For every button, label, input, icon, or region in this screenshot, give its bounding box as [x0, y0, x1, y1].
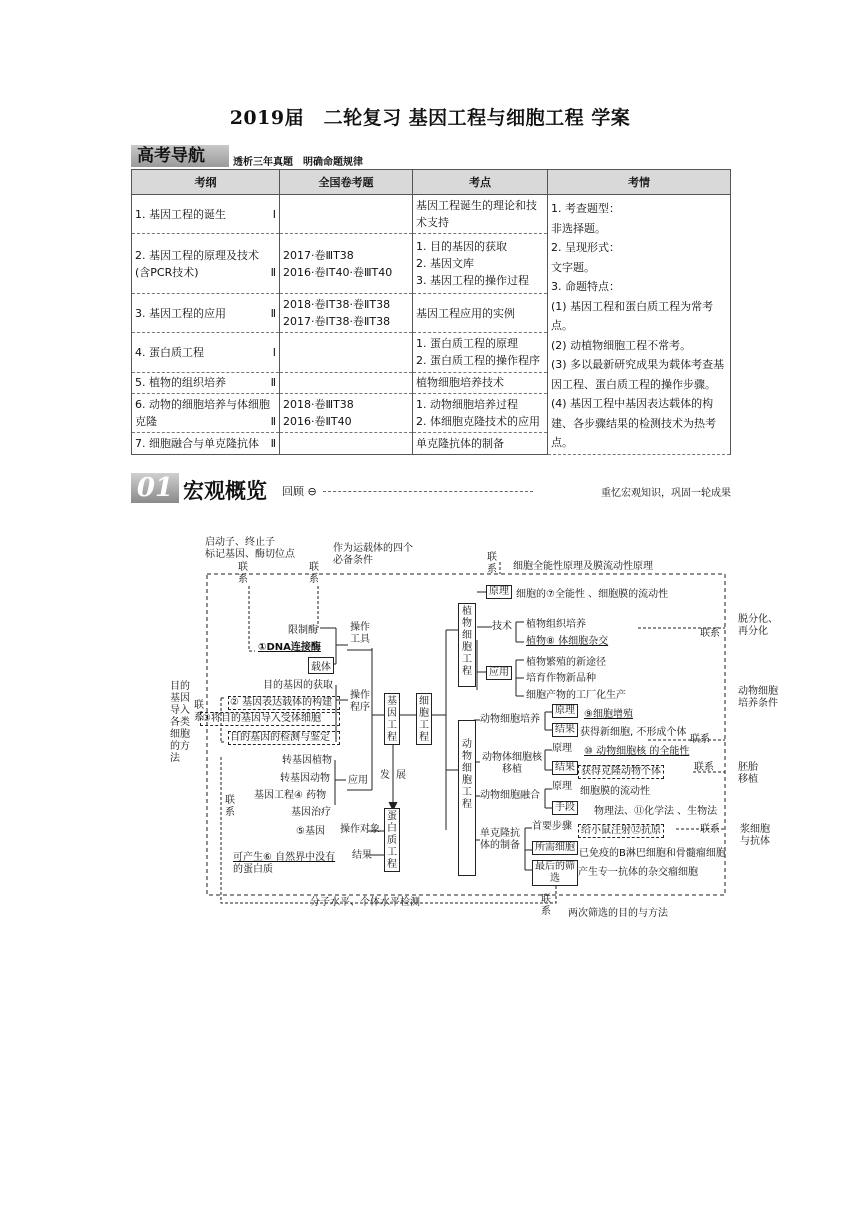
link-label: 联系 [225, 795, 235, 818]
exam-cell: 2018·卷ⅠT38·卷ⅡT38 2017·卷ⅠT38·卷ⅡT38 [280, 293, 413, 332]
divider [323, 491, 533, 492]
exam-cell [280, 372, 413, 393]
points-cell: 基因工程诞生的理论和技术支持 [413, 195, 548, 234]
overview-review: 回顾 ⊖ [282, 485, 317, 498]
procedure-label: 操作程序 [350, 690, 370, 713]
topic-cell: Ⅱ 6. 动物的细胞培养与体细胞克隆 [132, 393, 280, 432]
natural-protein: 可产生⑥ 自然界中没有 [233, 852, 336, 863]
culture-cond: 动物细胞培养条件 [738, 686, 778, 709]
link-label: 联系 [309, 562, 319, 585]
trans-plant: 转基因植物 [282, 755, 332, 766]
mab-production: 单克隆抗体的制备 [480, 828, 520, 851]
points-cell: 1. 动物细胞培养过程 2. 体细胞克隆技术的应用 [413, 393, 548, 432]
plant-principle: 细胞的⑦全能性 、细胞膜的流动性 [516, 589, 669, 600]
cell-engineering-box: 细胞工程 [416, 693, 432, 745]
col-header: 考纲 [132, 170, 280, 195]
factory: 细胞产物的工厂化生产 [526, 690, 626, 701]
drugs: 基因工程④ 药物 [254, 790, 327, 801]
new-cells: 获得新细胞, 不形成个体 [580, 727, 687, 738]
principle-box: 原理 [486, 585, 512, 599]
exam-cell [280, 433, 413, 454]
table-row [132, 195, 731, 234]
protein-engineering-box: 蛋白质工程 [384, 808, 400, 872]
develop-label: 发展 [380, 770, 412, 781]
promoter-text: 启动子、终止子 [205, 537, 275, 548]
means-box: 手段 [552, 801, 578, 815]
exam-guide-subtitle: 透析三年真题 明确命题规律 [233, 157, 363, 168]
overview-number: 01 [131, 473, 179, 503]
four-conditions: 作为运载体的四个 [333, 543, 413, 554]
build-vector: ② 基因表达载体的构建 [228, 696, 340, 710]
exam-guide-table [131, 169, 731, 455]
exam-cell [280, 195, 413, 234]
final-screen-box: 最后的筛选 [532, 860, 578, 886]
physical-methods: 物理法、⑪化学法 、生物法 [594, 806, 718, 817]
technique-label: 技术 [492, 621, 512, 632]
col-header: 考点 [413, 170, 548, 195]
four-conditions-2: 必备条件 [333, 555, 373, 566]
overview-tip: 重忆宏观知识，巩固一轮成果 [601, 488, 731, 499]
needed-cells-box: 所需细胞 [532, 841, 578, 855]
restriction-enzyme: 限制酶 [288, 625, 318, 636]
plant-cell-engineering-box: 植物细胞工程 [458, 603, 476, 687]
topic-cell: Ⅱ 5. 植物的组织培养 [132, 372, 280, 393]
points-cell: 植物细胞培养技术 [413, 372, 548, 393]
exam-guide-header [131, 145, 731, 169]
fusion: 动物细胞融合 [480, 790, 540, 801]
apply-label: 应用 [348, 775, 368, 786]
detect-gene: 目的基因的检测与鉴定 [228, 731, 340, 745]
two-screens: 两次筛选的目的与方法 [568, 908, 668, 919]
inject-antigen: 给小鼠注射⑫抗原 [578, 824, 664, 838]
therapy: 基因治疗 [291, 807, 331, 818]
exam-cell: 2018·卷ⅢT38 2016·卷ⅡT40 [280, 393, 413, 432]
plasma-antibody: 浆细胞与抗体 [740, 824, 770, 847]
overview-label: 宏观概览 [183, 479, 267, 503]
exam-cell: 2017·卷ⅢT38 2016·卷ⅠT40·卷ⅢT40 [280, 234, 413, 294]
topic-cell: Ⅰ 1. 基因工程的诞生 [132, 195, 280, 234]
dediff-text: 脱分化、再分化 [738, 614, 778, 637]
nucleus: ⑩ 动物细胞核 的全能性 [584, 746, 690, 757]
col-header: 考情 [548, 170, 731, 195]
tissue-culture: 植物组织培养 [526, 619, 586, 630]
result-box: 结果 [552, 723, 578, 737]
embryo-transfer: 胚胎移植 [738, 762, 758, 785]
introduce-gene: ③将目的基因导入受体细胞 [200, 712, 340, 726]
dna-ligase: ①DNA连接酶 [258, 642, 321, 653]
principle-box: 原理 [552, 704, 578, 718]
obtain-gene: 目的基因的获取 [263, 680, 333, 691]
membrane-fluid: 细胞膜的流动性 [580, 786, 650, 797]
link-label: 联系 [194, 700, 204, 723]
totipotency-text: 细胞全能性原理及膜流动性原理 [513, 561, 653, 572]
marker-text: 标记基因、酶切位点 [205, 549, 295, 560]
topic-cell: Ⅱ 2. 基因工程的原理及技术(含PCR技术) [132, 234, 280, 294]
natural-protein-2: 的蛋白质 [233, 864, 273, 875]
arrow-icon: ⊖ [307, 485, 317, 498]
table-header-row [132, 170, 731, 195]
tools-label: 操作工具 [350, 622, 370, 645]
link-label: 联系 [700, 824, 720, 835]
topic-cell: Ⅰ 4. 蛋白质工程 [132, 333, 280, 372]
link-label: 联系 [238, 562, 248, 585]
somatic-hybrid: 植物⑧ 体细胞杂交 [526, 636, 609, 647]
methods-text: 目的基因导入各类细胞的方法 [170, 681, 190, 764]
application-box: 应用 [486, 666, 512, 680]
exam-guide-badge: 高考导航 [131, 145, 229, 167]
animal-cell-engineering-box: 动物细胞工程 [458, 720, 476, 876]
link-label: 联系 [690, 734, 710, 745]
hybridoma: 产生专一抗体的杂交瘤细胞 [578, 867, 698, 878]
principle-label: 原理 [552, 743, 572, 754]
first-step: 首要步骤 [532, 821, 572, 832]
link-label: 联系 [700, 628, 720, 639]
result-label: 结果 [352, 850, 372, 861]
cloned-animal: 获得克隆动物个体 [578, 765, 664, 779]
result-box: 结果 [552, 761, 578, 775]
points-cell: 1. 目的基因的获取 2. 基因文库 3. 基因工程的操作过程 [413, 234, 548, 294]
nuclear-transfer: 动物体细胞核移植 [482, 752, 542, 775]
overview-header [131, 473, 731, 503]
topic-cell: Ⅱ 3. 基因工程的应用 [132, 293, 280, 332]
exam-cell [280, 333, 413, 372]
trans-animal: 转基因动物 [280, 773, 330, 784]
gene5: ⑤基因 [296, 826, 325, 837]
page-title: 2019届 二轮复习 基因工程与细胞工程 学案 [229, 107, 631, 129]
vector-box: 载体 [308, 657, 334, 674]
animal-culture: 动物细胞培养 [480, 714, 540, 725]
col-header: 全国卷考题 [280, 170, 413, 195]
link-label: 联系 [694, 762, 714, 773]
detection-levels: 分子水平、个体水平检测 [310, 897, 420, 908]
target-label: 操作对象 [340, 824, 380, 835]
principle-label: 原理 [552, 781, 572, 792]
gene-engineering-box: 基因工程 [384, 693, 400, 745]
breeding: 植物繁殖的新途径 [526, 657, 606, 668]
situation-cell: 1. 考查题型： 非选择题。 2. 呈现形式： 文字题。 3. 命题特点： (1) 基因工程和蛋白质工程为常考点。 (2) 动植物细胞工程不常考。 (3) 多以最新研究成果为载体考查基因工程、蛋白质工程的操作步骤。 (4) 基因工程中基因表达载体的构建、各步骤结果的检测技术为热考点。 [548, 195, 731, 455]
b-cells: 已免疫的B淋巴细胞和骨髓瘤细胞 [579, 848, 726, 859]
cell-proliferation: ⑨细胞增殖 [584, 709, 633, 720]
points-cell: 1. 蛋白质工程的原理 2. 蛋白质工程的操作程序 [413, 333, 548, 372]
link-label: 联系 [487, 552, 497, 575]
topic-cell: Ⅱ 7. 细胞融合与单克隆抗体 [132, 433, 280, 454]
new-variety: 培育作物新品种 [526, 673, 596, 684]
points-cell: 单克隆抗体的制备 [413, 433, 548, 454]
points-cell: 基因工程应用的实例 [413, 293, 548, 332]
link-label: 联系 [541, 894, 551, 917]
